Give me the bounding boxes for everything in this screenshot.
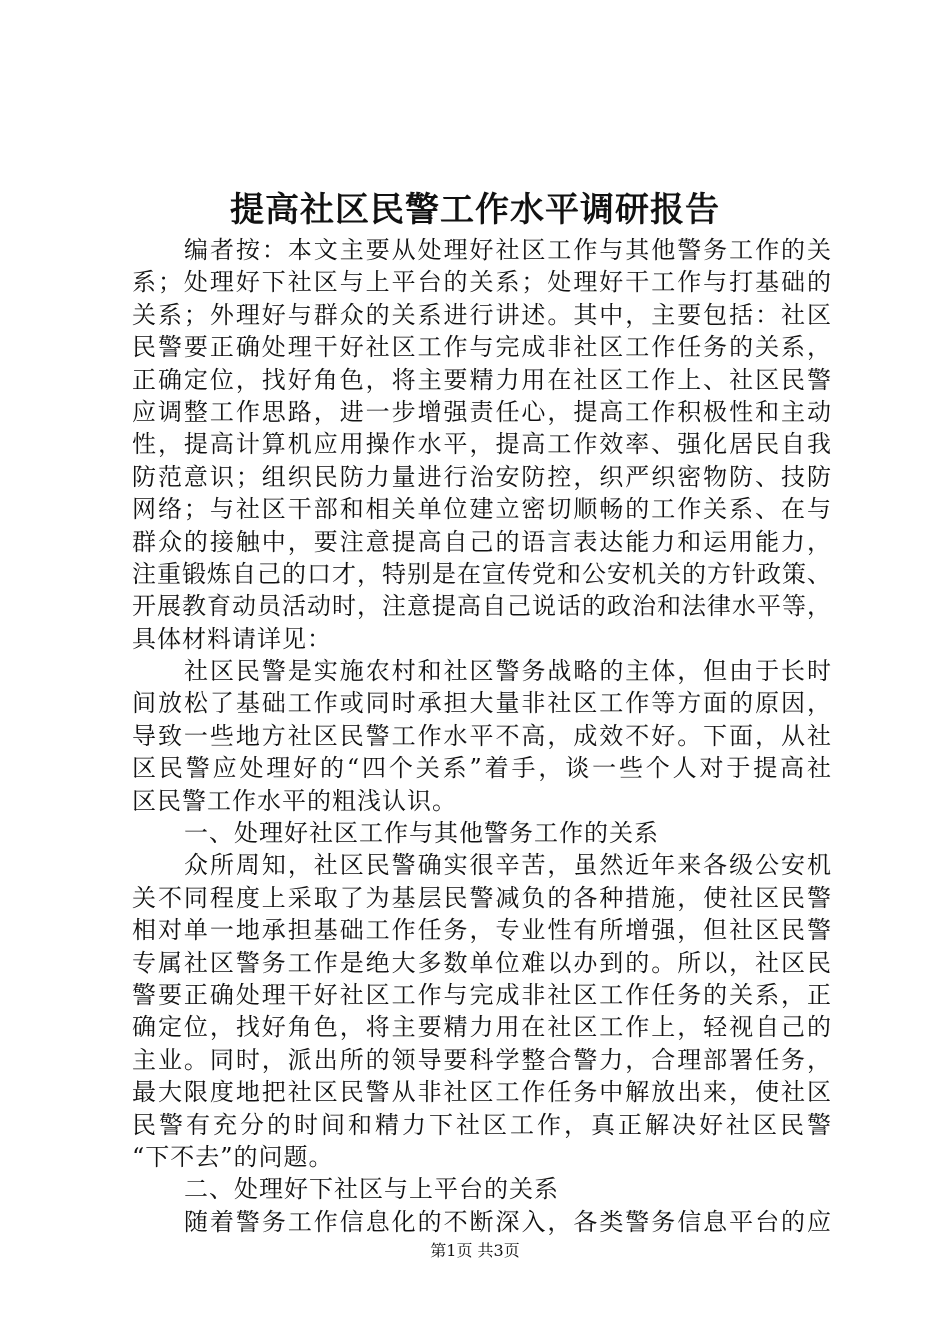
text-line: 防范意识；组织民防力量进行治安防控，织严织密物防、技防 xyxy=(132,462,832,491)
document-title: 提高社区民警工作水平调研报告 xyxy=(230,190,720,230)
text-line: 性，提高计算机应用操作水平，提高工作效率、强化居民自我 xyxy=(132,430,832,459)
text-line: 导致一些地方社区民警工作水平不高，成效不好。下面，从社 xyxy=(132,721,832,750)
page-footer: 第1页 共3页 xyxy=(430,1241,520,1260)
text-line: 正确定位，找好角色，将主要精力用在社区工作上、社区民警 xyxy=(132,365,832,394)
text-line: 最大限度地把社区民警从非社区工作任务中解放出来，使社区 xyxy=(132,1078,832,1107)
text-line: 群众的接触中，要注意提高自己的语言表达能力和运用能力， xyxy=(132,527,832,556)
text-line: 确定位，找好角色，将主要精力用在社区工作上，轻视自己的 xyxy=(132,1013,832,1042)
text-line: “下不去”的问题。 xyxy=(132,1142,334,1171)
document-body xyxy=(132,234,832,1238)
text-line: 注重锻炼自己的口才，特别是在宣传党和公安机关的方针政策、 xyxy=(132,559,832,588)
text-line: 主业。同时，派出所的领导要科学整合警力，合理部署任务， xyxy=(132,1045,832,1074)
text-line: 具体材料请详见： xyxy=(132,624,332,653)
text-line: 区民警应处理好的“四个关系”着手，谈一些个人对于提高社 xyxy=(132,754,832,783)
text-line: 关不同程度上采取了为基层民警减负的各种措施，使社区民警 xyxy=(132,883,832,912)
text-line: 编者按：本文主要从处理好社区工作与其他警务工作的关 xyxy=(184,236,832,264)
text-line: 间放松了基础工作或同时承担大量非社区工作等方面的原因， xyxy=(132,689,832,718)
text-line: 警要正确处理干好社区工作与完成非社区工作任务的关系，正 xyxy=(132,980,832,1009)
text-line: 一、处理好社区工作与其他警务工作的关系 xyxy=(184,819,659,848)
text-line: 系；处理好下社区与上平台的关系；处理好干工作与打基础的 xyxy=(132,268,832,297)
text-line: 社区民警是实施农村和社区警务战略的主体，但由于长时 xyxy=(184,657,832,686)
text-line: 开展教育动员活动时，注意提高自己说话的政治和法律水平等， xyxy=(132,592,832,621)
text-line: 二、处理好下社区与上平台的关系 xyxy=(184,1175,559,1204)
text-line: 民警要正确处理干好社区工作与完成非社区工作任务的关系， xyxy=(132,333,832,362)
text-line: 随着警务工作信息化的不断深入，各类警务信息平台的应 xyxy=(184,1207,832,1236)
text-line: 区民警工作水平的粗浅认识。 xyxy=(132,786,457,815)
text-line: 众所周知，社区民警确实很辛苦，虽然近年来各级公安机 xyxy=(184,851,832,880)
text-line: 相对单一地承担基础工作任务，专业性有所增强，但社区民警 xyxy=(132,916,832,945)
text-line: 民警有充分的时间和精力下社区工作，真正解决好社区民警 xyxy=(132,1110,832,1139)
text-line: 专属社区警务工作是绝大多数单位难以办到的。所以，社区民 xyxy=(132,948,832,977)
text-line: 网络；与社区干部和相关单位建立密切顺畅的工作关系、在与 xyxy=(132,495,832,524)
text-line: 关系；外理好与群众的关系进行讲述。其中，主要包括：社区 xyxy=(132,300,832,329)
text-line: 应调整工作思路，进一步增强责任心，提高工作积极性和主动 xyxy=(132,397,832,426)
